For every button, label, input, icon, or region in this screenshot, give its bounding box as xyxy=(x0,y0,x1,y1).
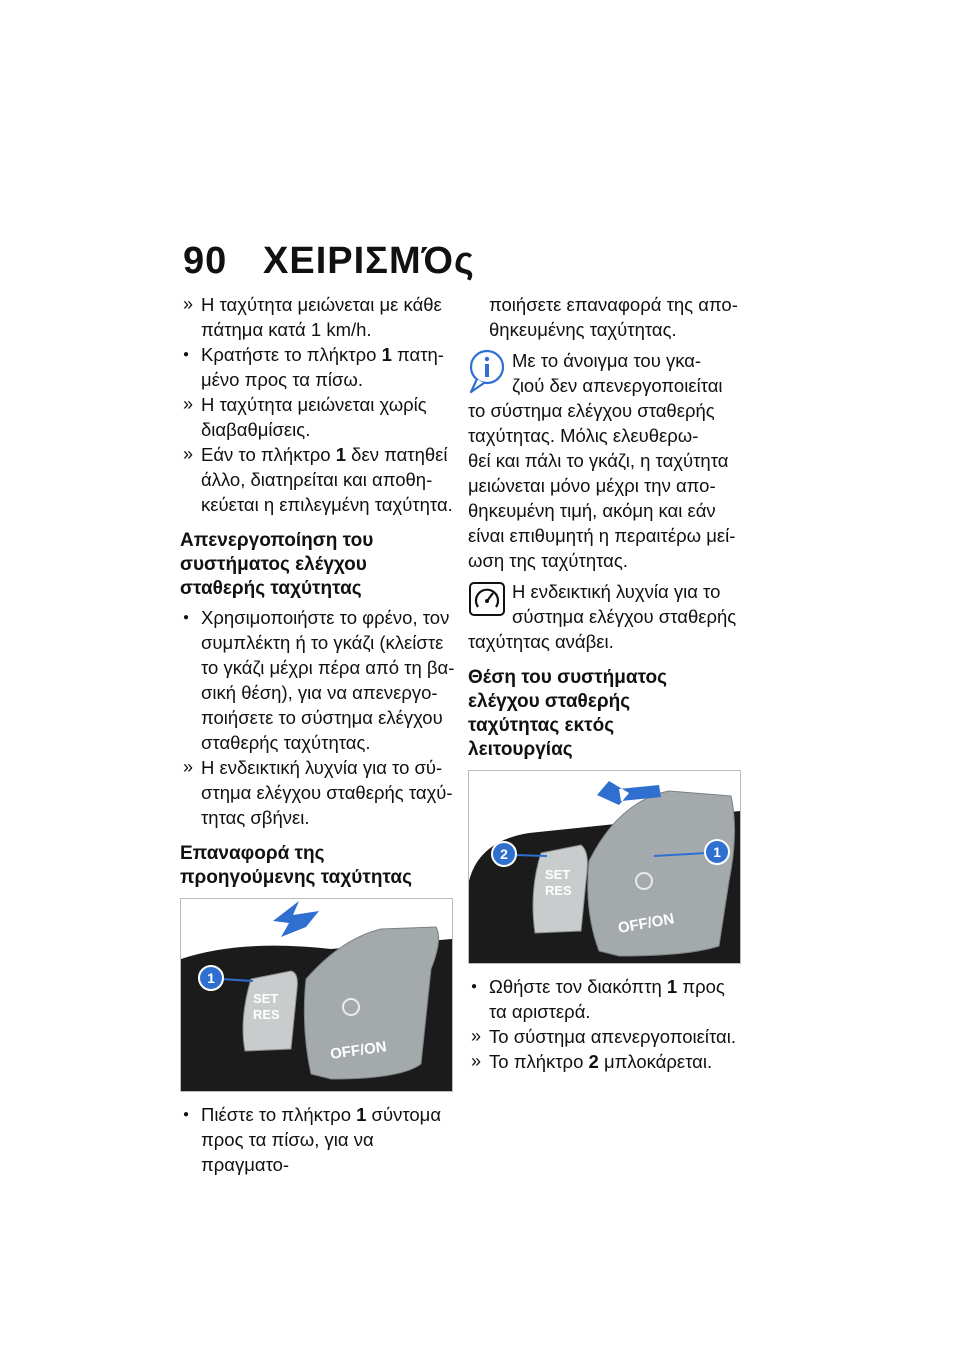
callout-1-label: 1 xyxy=(713,844,721,860)
key-number: 2 xyxy=(588,1051,599,1072)
bullet-marker xyxy=(183,1102,199,1129)
result-item: » Η ταχύτητα μειώνεται με κάθε πάτημα κατά 1 km/h. xyxy=(180,292,455,342)
key-number: 1 xyxy=(381,344,392,365)
section-heading-resume: Επαναφορά της προηγούμενης ταχύτητας xyxy=(180,843,412,888)
page-header xyxy=(183,240,475,283)
continued-text: ποιήσετε επαναφορά της απο- θηκευμένης ταχύτητας. xyxy=(489,294,738,340)
result-marker xyxy=(183,292,199,318)
set-label: SET xyxy=(545,867,571,882)
bullet-marker xyxy=(471,974,487,1001)
result-marker xyxy=(183,442,199,468)
callout-1-label: 1 xyxy=(207,970,215,986)
result-marker xyxy=(183,392,199,418)
bullet-marker xyxy=(183,342,199,369)
callout-2-label: 2 xyxy=(500,846,508,862)
result-item: » Η ταχύτητα μειώνεται χωρίς διαβαθμίσεις. xyxy=(180,392,455,442)
callout-line-2 xyxy=(514,855,547,856)
off-on-label: OFF/ON xyxy=(616,910,676,937)
info-icon xyxy=(468,348,506,396)
left-column xyxy=(180,292,455,1177)
indicator-note: Η ενδεικτική λυχνία για το σύστημα ελέγχου σταθερής ταχύτητας ανάβει. xyxy=(468,581,737,652)
instruction-item: ● Χρησιμοποιήστε το φρένο, τον συμπλέκτη ή το γκάζι (κλείστε το γκάζι μέχρι πέρα από τη βα- σική θέση), για να απενεργο- ποιήσετε το σύστημα ελέγχου σταθερής ταχύτητας. xyxy=(180,605,455,755)
figure-switch-off xyxy=(468,770,741,964)
set-label: SET xyxy=(253,991,279,1006)
key-number: 1 xyxy=(666,976,678,997)
switch-illustration xyxy=(181,899,452,1091)
res-label: RES xyxy=(253,1007,280,1022)
res-label: RES xyxy=(545,883,572,898)
result-item: » Εάν το πλήκτρο 1 δεν πατηθεί άλλο, διατηρείται και αποθη- κεύεται η επιλεγμένη ταχύτητα. xyxy=(180,442,455,517)
key-number: 1 xyxy=(356,1104,367,1125)
instruction-item: ● Πιέστε το πλήκτρο 1 σύντομα προς τα πίσω, για να πραγματο- xyxy=(180,1102,455,1177)
page-title: ΧΕΙΡΙΣΜΌς xyxy=(263,240,475,282)
figure-resume-speed xyxy=(180,898,453,1092)
off-on-label: OFF/ON xyxy=(329,1038,388,1063)
section-heading-off-position: Θέση του συστήματος ελέγχου σταθερής ταχύτητας εκτός λειτουργίας xyxy=(468,667,668,760)
instruction-item: ● Κρατήστε το πλήκτρο 1 πατη- μένο προς τα πίσω. xyxy=(180,342,455,392)
result-item: » Η ενδεικτική λυχνία για το σύ- στημα ελέγχου σταθερής ταχύ- τητας σβήνει. xyxy=(180,755,455,830)
switch-off-illustration xyxy=(469,771,740,963)
instruction-item: ● Ωθήστε τον διακόπτη 1 προς τα αριστερά. xyxy=(468,974,743,1024)
result-marker xyxy=(471,1024,487,1050)
page-number: 90 xyxy=(183,240,228,282)
bullet-marker xyxy=(183,605,199,632)
section-heading-deactivation: Απενεργοποίηση του συστήματος ελέγχου σταθερής ταχύτητας xyxy=(180,530,374,599)
key-number: 1 xyxy=(335,444,347,465)
result-marker xyxy=(471,1049,487,1075)
result-item: » Το πλήκτρο 2 μπλοκάρεται. xyxy=(468,1049,743,1074)
result-item: » Το σύστημα απενεργοποιείται. xyxy=(468,1024,743,1049)
info-note: Με το άνοιγμα του γκα- ζιού δεν απενεργοποιείται το σύστημα ελέγχου σταθερής ταχύτητας. Μόλις ελευθερω- θεί και πάλι το γκάζι, η ταχύτητα μειώνεται μόνο μέχρι την απο- θηκευμένη τιμή, ακόμη και εάν είναι επιθυμητή η περαιτέρω μεί- ωση της ταχύτητας. xyxy=(468,350,736,571)
cruise-control-indicator-icon xyxy=(468,579,506,627)
result-marker xyxy=(183,755,199,781)
right-column xyxy=(468,292,743,1074)
